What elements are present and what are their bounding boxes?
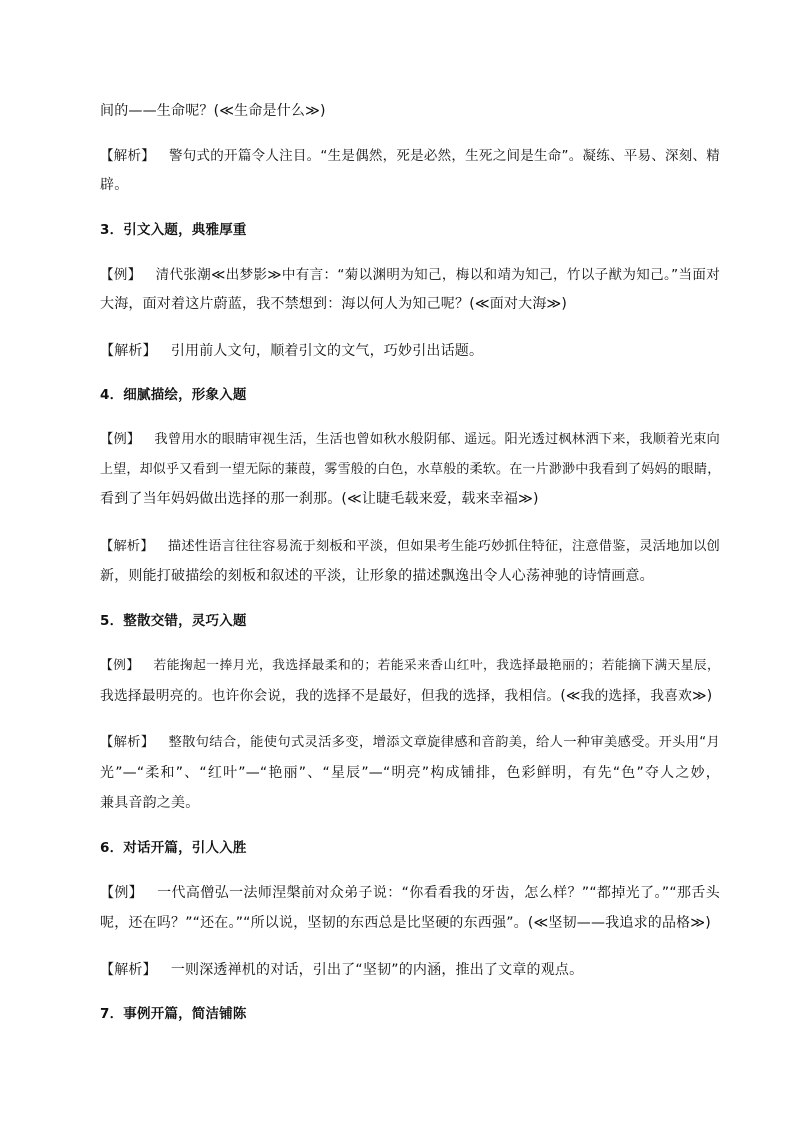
- example-tag: 【例】: [100, 885, 144, 901]
- analysis-text-line: 辟。: [100, 177, 129, 193]
- analysis-paragraph: [100, 735, 720, 751]
- section-heading-3: 3．引文入题，典雅厚重: [100, 222, 247, 238]
- paragraph-continuation: 间的——生命呢？(≪生命是什么≫): [100, 103, 326, 119]
- analysis-tag: 【解析】: [100, 148, 156, 164]
- analysis-paragraph: [100, 343, 720, 359]
- analysis-text: 整散句结合，能使句式灵活多变，增添文章旋律感和音韵美，给人一种审美感受。开头用“月: [168, 735, 720, 750]
- analysis-tag: 【解析】: [100, 539, 154, 554]
- section-heading-6: 6．对话开篇，引人入胜: [100, 840, 247, 856]
- analysis-text: 引用前人文句，顺着引文的文气，巧妙引出话题。: [170, 343, 484, 359]
- analysis-tag: 【解析】: [100, 735, 155, 750]
- analysis-text: 描述性语言往往容易流于刻板和平淡，但如果考生能巧妙抓住特征，注意借鉴，灵活地加以创: [167, 539, 720, 554]
- analysis-paragraph: [100, 962, 720, 978]
- example-paragraph: [100, 658, 720, 674]
- analysis-text-line: 光”—“柔和”、“红叶”—“艳丽”、“星辰”—“明亮”构成铺排，色彩鲜明，有先“色”夺人之妙，: [100, 765, 720, 781]
- example-tag: 【例】: [100, 432, 141, 447]
- section-heading-5: 5．整散交错，灵巧入题: [100, 613, 247, 629]
- example-text-line: 大海，面对着这片蔚蓝，我不禁想到：海以何人为知己呢？(≪面对大海≫): [100, 296, 568, 312]
- example-text: 清代张潮≪出梦影≫中有言：“菊以渊明为知己，梅以和靖为知己，竹以子猷为知己。”当面对: [155, 267, 720, 283]
- analysis-paragraph: [100, 148, 720, 164]
- example-text-line: 看到了当年妈妈做出选择的那一刹那。(≪让睫毛载来爱，载来幸福≫): [100, 491, 539, 507]
- section-heading-4: 4．细腻描绘，形象入题: [100, 387, 247, 403]
- example-text-line: 呢，还在吗？”“还在。”“所以说，坚韧的东西总是比坚硬的东西强”。(≪坚韧——我追求的品格≫): [100, 915, 711, 931]
- example-text: 我曾用水的眼睛审视生活，生活也曾如秋水般阴郁、遥远。阳光透过枫林洒下来，我顺着光束向: [154, 432, 720, 447]
- example-tag: 【例】: [100, 658, 140, 673]
- example-text-line: 上望，却似乎又看到一望无际的蒹葭，雾雪般的白色，水草般的柔软。在一片渺渺中我看到了妈妈的眼睛，: [100, 462, 721, 477]
- example-tag: 【例】: [100, 267, 142, 283]
- example-paragraph: [100, 267, 720, 283]
- example-paragraph: [100, 885, 720, 901]
- example-text-line: 我选择最明亮的。也许你会说，我的选择不是最好，但我的选择，我相信。(≪我的选择，我喜欢≫): [100, 688, 713, 704]
- analysis-text-line: 新，则能打破描绘的刻板和叙述的平淡，让形象的描述飘逸出令人心荡神驰的诗情画意。: [100, 568, 654, 584]
- analysis-paragraph: [100, 539, 720, 555]
- analysis-text-line: 兼具音韵之美。: [100, 795, 200, 811]
- section-heading-7: 7．事例开篇，简洁铺陈: [100, 1006, 247, 1022]
- example-paragraph: [100, 432, 720, 448]
- analysis-text: 警句式的开篇令人注目。“生是偶然，死是必然，生死之间是生命”。凝练、平易、深刻、精: [169, 148, 720, 164]
- analysis-tag: 【解析】: [100, 962, 157, 978]
- analysis-tag: 【解析】: [100, 343, 157, 359]
- analysis-text: 一则深透禅机的对话，引出了“坚韧”的内涵，推出了文章的观点。: [170, 962, 584, 978]
- example-text: 若能掬起一捧月光，我选择最柔和的；若能采来香山红叶，我选择最艳丽的；若能摘下满天星辰，: [153, 658, 720, 673]
- example-text: 一代高僧弘一法师涅槃前对众弟子说：“你看看我的牙齿，怎么样？”“都掉光了。”“那舌头: [157, 885, 720, 901]
